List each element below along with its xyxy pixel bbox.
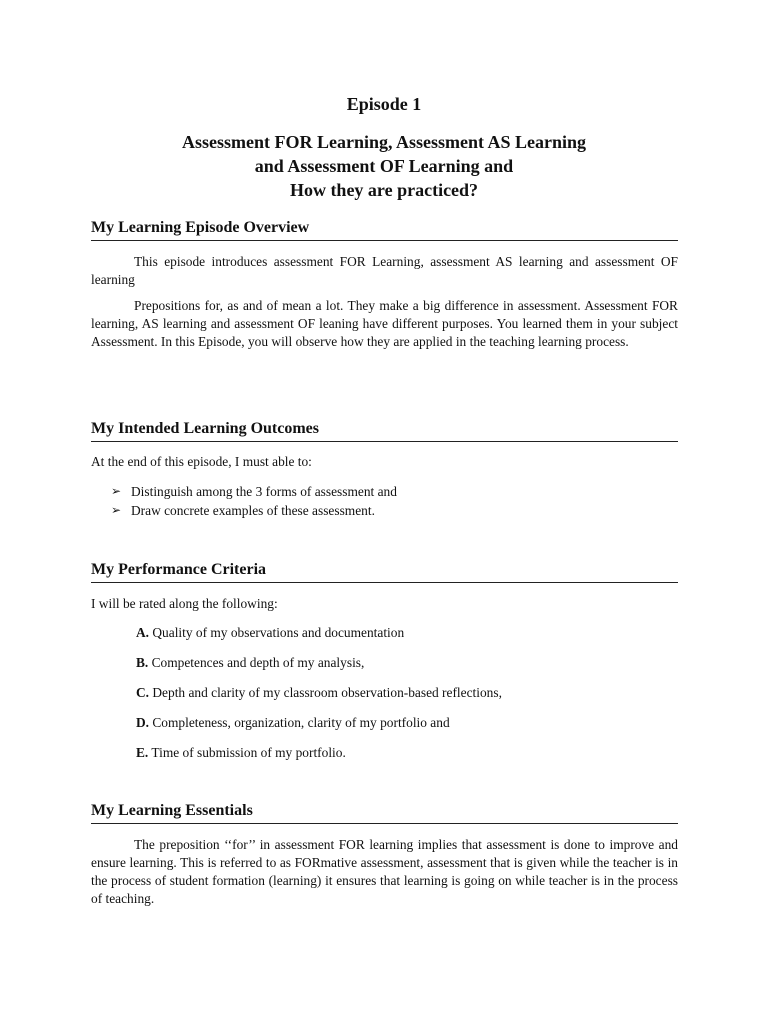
criteria-text: Depth and clarity of my classroom observation-based reflections, xyxy=(149,685,502,700)
overview-paragraph-2: Prepositions for, as and of mean a lot. They make a big difference in assessment. Assessment FOR learning, AS learning and assessment OF leaning have different purposes. You learned them in your subject Assessment. In this Episode, you will observe how they are applied in the teaching learning process. xyxy=(91,298,678,349)
list-item xyxy=(91,654,678,672)
criteria-letter: A. xyxy=(136,625,150,640)
title-line: Assessment FOR Learning, Assessment AS Learning xyxy=(181,132,587,152)
outcomes-list xyxy=(91,482,678,520)
title-line: How they are practiced? xyxy=(289,180,479,200)
criteria-intro: I will be rated along the following: xyxy=(91,596,278,611)
list-item xyxy=(91,714,678,732)
essentials-paragraph-1: The preposition ‘‘for’’ in assessment FOR learning implies that assessment is done to improve and ensure learning. This is referred to as FORmative assessment, assessment that is given while the teacher is in the process of student formation (learning) it ensures that learning is going on while teacher is in the process of teaching. xyxy=(91,837,678,906)
criteria-text: Quality of my observations and documentation xyxy=(149,625,405,640)
page-title xyxy=(0,130,768,202)
outcomes-section xyxy=(91,420,678,520)
list-item xyxy=(91,482,678,501)
list-item xyxy=(91,684,678,702)
arrow-bullet-icon: ➢ xyxy=(111,484,122,498)
criteria-section xyxy=(91,561,678,762)
outcomes-heading: My Intended Learning Outcomes xyxy=(91,420,678,442)
criteria-letter: E. xyxy=(136,745,149,760)
list-item xyxy=(91,624,678,642)
list-item xyxy=(91,744,678,762)
criteria-letter: C. xyxy=(136,685,150,700)
list-item xyxy=(91,501,678,520)
list-item-text: Draw concrete examples of these assessment. xyxy=(131,503,375,518)
criteria-list xyxy=(91,624,678,762)
episode-label: Episode 1 xyxy=(346,94,422,114)
criteria-heading: My Performance Criteria xyxy=(91,561,678,583)
essentials-section xyxy=(91,802,678,908)
criteria-letter: D. xyxy=(136,715,150,730)
criteria-text: Time of submission of my portfolio. xyxy=(148,745,346,760)
overview-section xyxy=(91,219,678,351)
overview-paragraph-1: This episode introduces assessment FOR Learning, assessment AS learning and assessment OF learning xyxy=(91,254,678,287)
arrow-bullet-icon: ➢ xyxy=(111,503,122,517)
overview-heading: My Learning Episode Overview xyxy=(91,219,678,241)
list-item-text: Distinguish among the 3 forms of assessment and xyxy=(131,484,397,499)
criteria-letter: B. xyxy=(136,655,149,670)
essentials-heading: My Learning Essentials xyxy=(91,802,678,824)
criteria-text: Completeness, organization, clarity of my portfolio and xyxy=(149,715,450,730)
title-line: and Assessment OF Learning and xyxy=(254,156,514,176)
outcomes-intro: At the end of this episode, I must able to: xyxy=(91,454,312,469)
criteria-text: Competences and depth of my analysis, xyxy=(148,655,365,670)
